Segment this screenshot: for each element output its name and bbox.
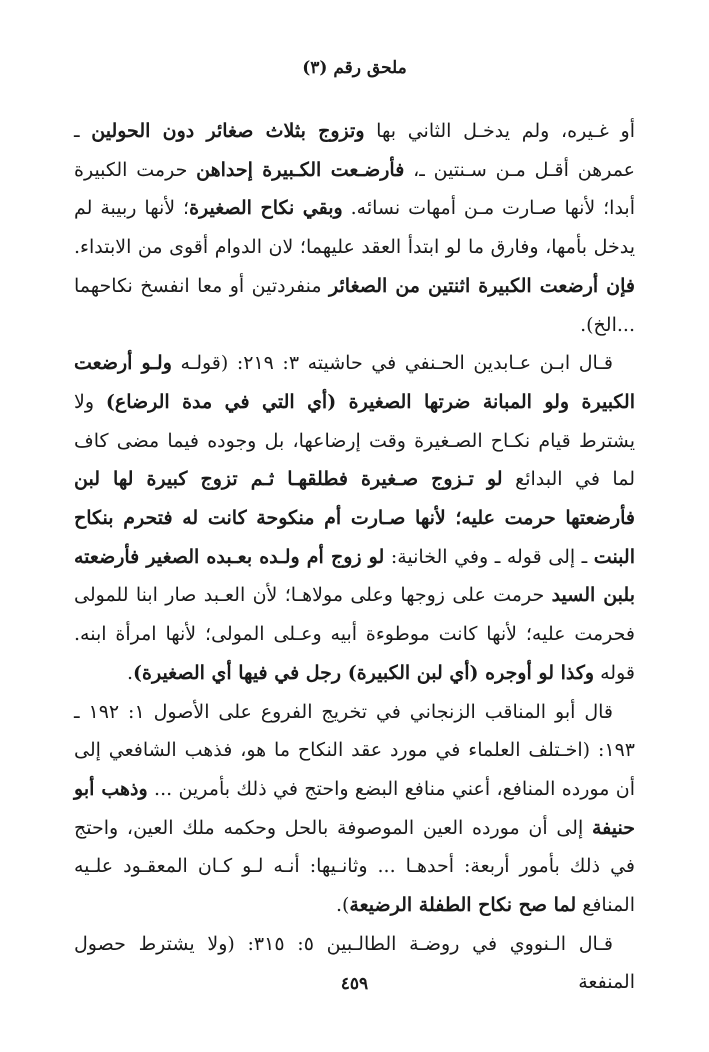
text-segment: منفردتين أو معا انفسخ نكاحهما ...الخ). <box>74 274 635 336</box>
bold-text-segment: ولـو أرضعت الكبيرة ولو المبانة ضرتها الصغيرة (أي التي في مدة الرضاع) <box>74 352 635 413</box>
paragraph <box>74 112 635 344</box>
text-segment: ـ إلى قوله ـ وفي الخانية: <box>384 545 594 568</box>
page-header: ملحق رقم (٣) <box>302 58 407 78</box>
text-segment: قـال الـنووي في روضـة الطالـبين ٥: ٣١٥: (ولا يشترط حصول المنفعة <box>74 932 635 994</box>
text-segment: ـ عمرهن أقـل مـن سـنتين ـ، <box>74 120 636 181</box>
text-segment: قال أبو المناقب الزنجاني في تخريج الفروع على الأصول ١: ١٩٢ ـ ١٩٣: (اخـتلف العلماء في مورد عقد النكاح ما هو، فذهب الشافعي إلى أن مورده المنافع، أعني منافع البضع واحتج في ذلك بأمرين ... <box>74 700 636 800</box>
bold-text-segment: فأرضـعت الكـبيرة إحداهن <box>196 158 405 181</box>
bold-text-segment: لما صح نكاح الطفلة الرضيعة <box>349 894 577 917</box>
page-number: ٤٥٩ <box>340 974 369 994</box>
bold-text-segment: وبقي نكاح الصغيرة <box>189 197 343 220</box>
text-segment: قـال ابـن عـابدين الحـنفي في حاشيته ٣: ٢١٩: (قولـه <box>171 352 613 375</box>
text-segment: ؛ لأنها ربيبة لم يدخل بأمها، وفارق ما لو ابتدأ العقد عليهما؛ لان الدوام أقوى من الابتداء. <box>74 197 635 259</box>
text-segment: حرمت الكبيرة أبدا؛ لأنها صـارت مـن أمهات نسائه. <box>74 158 635 220</box>
bold-text-segment: وتزوج بثلاث صغائر دون الحولين <box>91 120 365 142</box>
text-segment: ولا يشترط قيام نكـاح الصـغيرة وقت إرضاعها، بل وجوده فيما مضى كاف لما في البدائع <box>74 390 635 491</box>
text-segment: حرمت على زوجها وعلى مولاهـا؛ لأن العـبد صار ابنا للمولى فحرمت عليه؛ لأنها كانت موطوءة أبيه وعـلى المولى؛ لأنها امرأة ابنه. قوله <box>74 584 635 684</box>
text-segment: ). <box>335 894 350 917</box>
bold-text-segment: وذهب أبو حنيفة <box>74 777 635 839</box>
bold-text-segment: وكذا لو أوجره (أي لبن الكبيرة) رجل في فيها أي الصغيرة) <box>133 661 595 684</box>
text-segment: . <box>126 661 134 684</box>
bold-text-segment: لو تـزوج صـغيرة فطلقهـا ثـم تزوج كبيرة لها لبن فأرضعتها حرمت عليه؛ لأنها صـارت أم منكوحة كانت له فتحرم بنكاح البنت <box>74 468 635 568</box>
document-body <box>74 112 635 1002</box>
paragraph <box>74 344 635 692</box>
bold-text-segment: لو زوج أم ولـده بعـبده الصغير فأرضعته بلبن السيد <box>74 545 635 607</box>
paragraph <box>74 693 635 925</box>
bold-text-segment: فإن أرضعت الكبيرة اثنتين من الصغائر <box>329 274 635 297</box>
text-segment: إلى أن مورده العين الموصوفة بالحل وحكمه ملك العين، واحتج في ذلك بأمور أربعة: أحدهـا ... وثانـيها: أنـه لـو كـان المعقـود علـيه المنافع <box>74 816 635 917</box>
text-segment: أو غـيره، ولم يدخـل الثاني بها <box>364 120 635 142</box>
